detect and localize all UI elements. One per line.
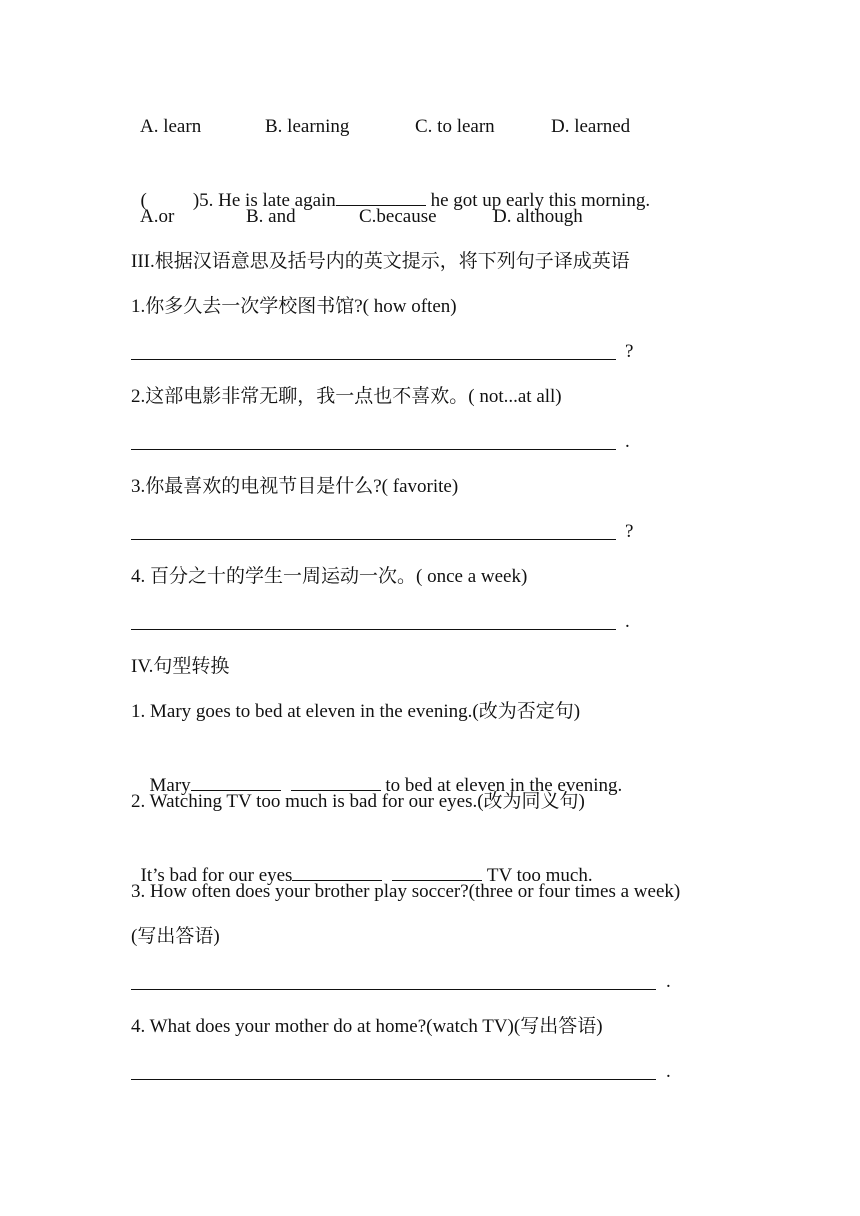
option-c: C. to learn xyxy=(415,116,495,137)
translation-item-2: 2.这部电影非常无聊，我一点也不喜欢。( not...at all) xyxy=(131,386,562,407)
answer-line-5[interactable] xyxy=(131,969,691,995)
option-d: D. although xyxy=(493,206,583,227)
q5-options xyxy=(0,204,860,230)
section-heading-3: III.根据汉语意思及括号内的英文提示，将下列句子译成英语 xyxy=(131,251,630,272)
option-b: B. learning xyxy=(265,116,350,137)
option-a: A.or xyxy=(140,206,175,227)
end-punct: . xyxy=(666,971,671,992)
end-punct: . xyxy=(666,1061,671,1082)
answer-prefix: Mary xyxy=(149,775,191,796)
end-punct: ? xyxy=(625,521,634,542)
transform-item-4: 4. What does your mother do at home?(watch TV)(写出答语) xyxy=(131,1016,603,1037)
option-d: D. learned xyxy=(551,116,631,137)
translation-item-1: 1.你多久去一次学校图书馆?( how often) xyxy=(131,296,457,317)
answer-suffix: to bed at eleven in the evening. xyxy=(380,775,623,796)
option-c: C.because xyxy=(359,206,437,227)
answer-line-2[interactable] xyxy=(131,429,651,455)
section-heading-4: IV.句型转换 xyxy=(131,656,230,677)
end-punct: ? xyxy=(625,341,634,362)
q4-options xyxy=(0,114,860,140)
answer-blank[interactable] xyxy=(336,185,426,206)
translation-item-3: 3.你最喜欢的电视节目是什么?( favorite) xyxy=(131,476,459,497)
transform-item-2: 2. Watching TV too much is bad for our eyes.(改为同义句) xyxy=(131,791,585,812)
transform-item-1: 1. Mary goes to bed at eleven in the evening.(改为否定句) xyxy=(131,701,581,722)
answer-blank[interactable] xyxy=(191,770,281,791)
answer-line-3[interactable] xyxy=(131,519,651,545)
answer-line-4[interactable] xyxy=(131,609,651,635)
answer-blank[interactable] xyxy=(292,860,382,881)
end-punct: . xyxy=(625,611,630,632)
answer-prefix: It’s bad for our eyes xyxy=(140,865,293,886)
transform-item-3: 3. How often does your brother play soccer?(three or four times a week) xyxy=(131,881,681,902)
end-punct: . xyxy=(625,431,630,452)
answer-line-1[interactable] xyxy=(131,339,651,365)
answer-suffix: TV too much. xyxy=(482,865,593,886)
q5-rest: he got up early this morning. xyxy=(425,190,651,211)
transform-item-3-note: (写出答语) xyxy=(131,926,220,947)
answer-blank[interactable] xyxy=(392,860,482,881)
q5-text: )5. He is late again xyxy=(192,190,336,211)
option-a: A. learn xyxy=(140,116,202,137)
translation-item-4: 4. 百分之十的学生一周运动一次。( once a week) xyxy=(131,566,528,587)
answer-line-6[interactable] xyxy=(131,1059,691,1085)
q5-paren-open: ( xyxy=(140,190,147,211)
answer-blank[interactable] xyxy=(291,770,381,791)
option-b: B. and xyxy=(246,206,296,227)
